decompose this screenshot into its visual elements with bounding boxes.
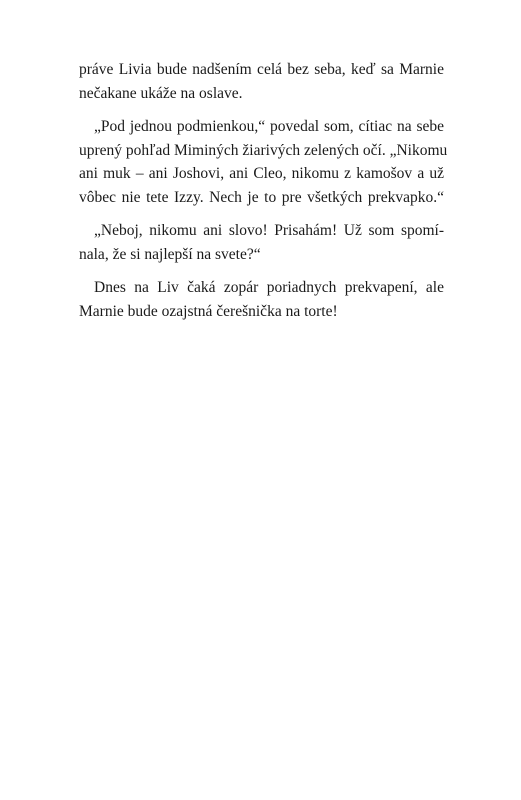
text-line: Marnie bude ozajstná čerešnička na torte! [79, 302, 338, 320]
paragraph [79, 219, 444, 266]
text-line: Dnes na Liv čaká zopár poriadnych prekvapení, ale [94, 279, 444, 296]
paragraph [79, 115, 448, 209]
paragraph [79, 58, 444, 105]
text-line: nala, že si najlepší na svete?“ [79, 245, 261, 263]
text-line: ani muk – ani Joshovi, ani Cleo, nikomu z kamošov a už [79, 165, 444, 182]
text-line: práve Livia bude nadšením celá bez seba, keď sa Marnie [79, 61, 444, 78]
text-line: „Pod jednou podmienkou,“ povedal som, cítiac na sebe [94, 118, 444, 135]
book-page [79, 58, 448, 333]
text-line: nečakane ukáže na oslave. [79, 84, 243, 102]
text-line: vôbec nie tete Izzy. Nech je to pre všetkých prekvapko.“ [79, 188, 444, 206]
paragraph [79, 276, 444, 323]
text-line: uprený pohľad Miminých žiarivých zelených očí. „Nikomu [79, 141, 448, 159]
text-line: „Neboj, nikomu ani slovo! Prisahám! Už som spomí- [94, 222, 444, 239]
